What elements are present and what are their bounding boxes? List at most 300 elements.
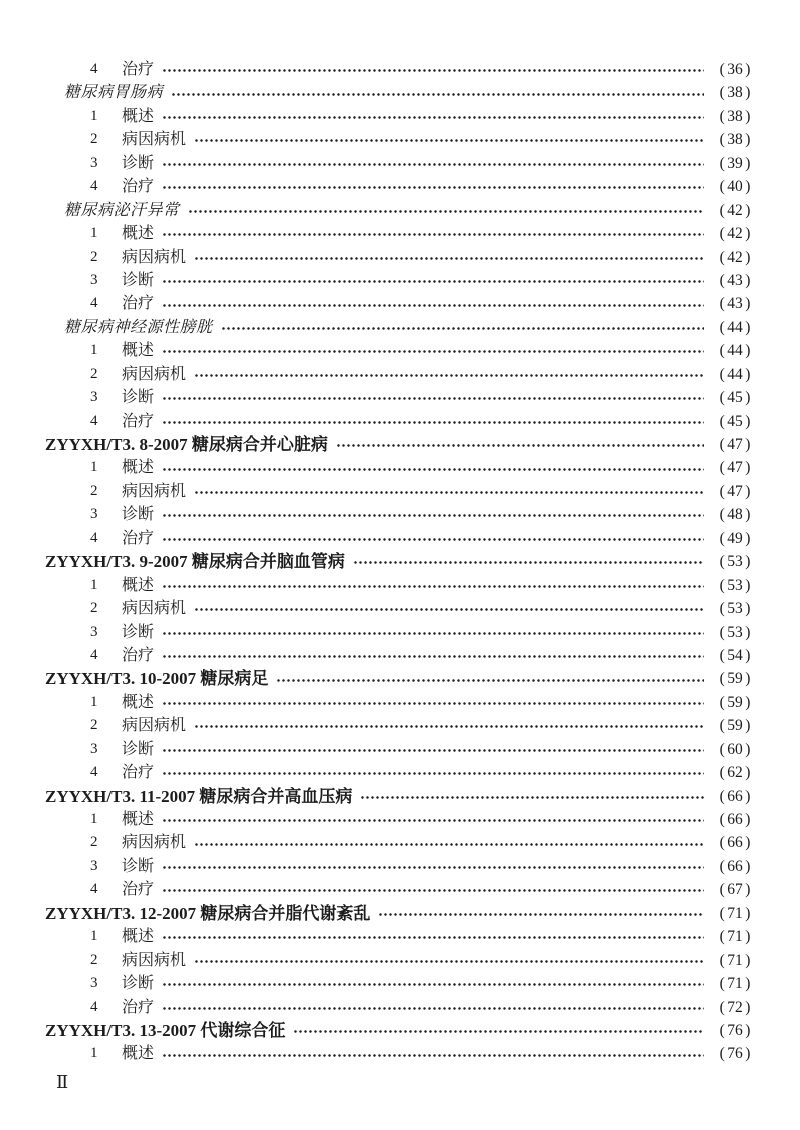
close-paren: ) — [745, 506, 751, 524]
page-number-value: 53 — [727, 576, 743, 594]
open-paren: ( — [719, 61, 725, 78]
toc-row — [45, 902, 756, 925]
toc-item-number: 2 — [90, 365, 98, 382]
toc-entry-label: 糖尿病泌汗异常 — [64, 201, 180, 219]
toc-entry-label: ZYYXH/T3. 10-2007 糖尿病足 — [45, 669, 269, 689]
toc-page-number — [714, 316, 756, 339]
close-paren: ) — [745, 248, 751, 266]
close-paren: ) — [745, 1021, 751, 1039]
toc-page-number — [714, 269, 756, 292]
toc-item-number: 1 — [90, 225, 98, 242]
page-number-value: 39 — [727, 154, 743, 172]
open-paren: ( — [719, 342, 725, 360]
toc-entry-label: 概述 — [122, 1045, 155, 1063]
toc-entry-label: 治疗 — [122, 764, 155, 782]
toc-item-number: 2 — [90, 834, 98, 851]
open-paren: ( — [719, 295, 725, 313]
toc-row — [45, 410, 756, 433]
dot-leader — [162, 761, 704, 784]
toc-item-number: 4 — [90, 61, 98, 77]
toc-item-number: 4 — [90, 646, 98, 663]
dot-leader — [162, 386, 704, 409]
toc-row — [45, 199, 756, 222]
open-paren: ( — [719, 389, 725, 407]
close-paren: ) — [745, 600, 751, 618]
toc-page-number — [714, 550, 756, 573]
close-paren: ) — [745, 459, 751, 477]
toc-entry-label: 治疗 — [122, 998, 155, 1016]
toc-entry-label: 诊断 — [122, 857, 155, 875]
dot-leader — [162, 105, 704, 128]
toc-entry-label: 病因病机 — [122, 834, 187, 852]
toc-page-number — [714, 58, 756, 81]
toc-item-number: 3 — [90, 740, 98, 757]
toc-entry-label: 概述 — [122, 928, 155, 946]
close-paren: ) — [745, 225, 751, 243]
dot-leader — [194, 363, 704, 386]
close-paren: ) — [745, 951, 751, 969]
toc-item-number: 3 — [90, 623, 98, 640]
page-number-value: 66 — [727, 811, 743, 828]
toc-item-number: 4 — [90, 529, 98, 546]
close-paren: ) — [745, 1045, 751, 1063]
page-number-value: 44 — [727, 342, 743, 360]
toc-item-number: 1 — [90, 342, 98, 359]
toc-row — [45, 644, 756, 667]
open-paren: ( — [719, 318, 725, 336]
open-paren: ( — [719, 271, 725, 289]
close-paren: ) — [745, 412, 751, 430]
toc-entry-label: 糖尿病神经源性膀胱 — [64, 318, 213, 336]
dot-leader — [162, 574, 704, 597]
toc-row — [45, 597, 756, 620]
toc-row — [45, 503, 756, 526]
toc-item-number: 1 — [90, 576, 98, 593]
dot-leader — [194, 597, 704, 620]
toc-page-number — [714, 1042, 756, 1065]
toc-row — [45, 386, 756, 409]
toc-row — [45, 925, 756, 948]
toc-entry-label: 治疗 — [122, 295, 155, 313]
dot-leader — [188, 199, 704, 222]
toc-page-number — [714, 925, 756, 948]
toc-entry-label: 治疗 — [122, 412, 155, 430]
toc-row — [45, 949, 756, 972]
close-paren: ) — [745, 318, 751, 336]
dot-leader — [162, 925, 704, 948]
toc-page-number — [714, 644, 756, 667]
open-paren: ( — [719, 412, 725, 430]
open-paren: ( — [719, 107, 725, 125]
close-paren: ) — [745, 998, 751, 1016]
toc-item-number: 2 — [90, 482, 98, 499]
page-number-value: 72 — [727, 998, 743, 1016]
toc-page-number — [714, 480, 756, 503]
page-number-value: 53 — [727, 623, 743, 641]
toc-page-number — [714, 292, 756, 315]
open-paren: ( — [719, 459, 725, 477]
toc-page-number — [714, 1019, 756, 1042]
open-paren: ( — [719, 928, 725, 946]
toc-page-number — [714, 339, 756, 362]
open-paren: ( — [719, 646, 725, 664]
toc-item-number: 4 — [90, 881, 98, 898]
dot-leader — [162, 738, 704, 761]
dot-leader — [353, 550, 704, 573]
page-number-value: 44 — [727, 365, 743, 383]
toc-row — [45, 128, 756, 151]
toc-page-number — [714, 972, 756, 995]
toc-entry-label: 病因病机 — [122, 248, 187, 266]
toc-item-number: 3 — [90, 389, 98, 406]
dot-leader — [162, 152, 704, 175]
open-paren: ( — [719, 740, 725, 758]
toc-row — [45, 292, 756, 315]
open-paren: ( — [719, 365, 725, 383]
dot-leader — [162, 503, 704, 526]
page-number-value: 47 — [727, 436, 743, 453]
toc-list — [45, 58, 756, 1066]
page-number-value: 60 — [727, 740, 743, 758]
close-paren: ) — [745, 482, 751, 500]
close-paren: ) — [745, 787, 751, 805]
toc-entry-label: ZYYXH/T3. 12-2007 糖尿病合并脂代谢紊乱 — [45, 903, 371, 923]
dot-leader — [162, 456, 704, 479]
toc-entry-label: 概述 — [122, 459, 155, 477]
toc-item-number: 1 — [90, 1045, 98, 1062]
open-paren: ( — [719, 904, 725, 922]
toc-item-number: 2 — [90, 248, 98, 265]
toc-item-number: 4 — [90, 998, 98, 1015]
toc-page-number — [714, 878, 756, 901]
dot-leader — [162, 222, 704, 245]
close-paren: ) — [745, 271, 751, 289]
toc-entry-label: 诊断 — [122, 154, 155, 172]
open-paren: ( — [719, 764, 725, 782]
dot-leader — [194, 714, 704, 737]
toc-item-number: 2 — [90, 131, 98, 148]
toc-entry-label: 病因病机 — [122, 600, 187, 618]
page-number-value: 71 — [727, 904, 743, 922]
toc-row — [45, 878, 756, 901]
page-number-value: 44 — [727, 318, 743, 336]
toc-entry-label: 诊断 — [122, 506, 155, 524]
toc-item-number: 2 — [90, 600, 98, 617]
toc-page-number — [714, 831, 756, 854]
toc-entry-label: 治疗 — [122, 529, 155, 547]
toc-item-number: 3 — [90, 154, 98, 171]
page-number-value: 59 — [727, 670, 743, 688]
open-paren: ( — [719, 623, 725, 641]
close-paren: ) — [745, 84, 751, 102]
page-number-value: 67 — [727, 881, 743, 899]
toc-page-number — [714, 246, 756, 269]
toc-page-number — [714, 128, 756, 151]
toc-item-number: 1 — [90, 459, 98, 476]
open-paren: ( — [719, 975, 725, 993]
toc-entry-label: ZYYXH/T3. 9-2007 糖尿病合并脑血管病 — [45, 552, 345, 572]
page-number-value: 59 — [727, 693, 743, 711]
toc-page-number — [714, 175, 756, 198]
page-number-value: 62 — [727, 764, 743, 782]
page-number-value: 38 — [727, 131, 743, 149]
page-number-value: 42 — [727, 248, 743, 266]
close-paren: ) — [745, 764, 751, 782]
open-paren: ( — [719, 998, 725, 1016]
page-number-value: 53 — [727, 553, 743, 571]
close-paren: ) — [745, 553, 751, 571]
toc-item-number: 3 — [90, 857, 98, 874]
toc-row — [45, 621, 756, 644]
page-number-value: 48 — [727, 506, 743, 524]
dot-leader — [162, 691, 704, 714]
open-paren: ( — [719, 787, 725, 805]
close-paren: ) — [745, 201, 751, 219]
toc-entry-label: 诊断 — [122, 271, 155, 289]
toc-page-number — [714, 691, 756, 714]
close-paren: ) — [745, 975, 751, 993]
page-number-value: 43 — [727, 271, 743, 289]
close-paren: ) — [745, 365, 751, 383]
toc-row — [45, 808, 756, 831]
toc-item-number: 1 — [90, 928, 98, 945]
open-paren: ( — [719, 811, 725, 828]
toc-entry-label: 概述 — [122, 811, 155, 828]
close-paren: ) — [745, 623, 751, 641]
open-paren: ( — [719, 1045, 725, 1063]
toc-item-number: 4 — [90, 764, 98, 781]
toc-page-number — [714, 621, 756, 644]
open-paren: ( — [719, 131, 725, 149]
toc-item-number: 3 — [90, 506, 98, 523]
toc-page-number — [714, 902, 756, 925]
toc-entry-label: ZYYXH/T3. 13-2007 代谢综合征 — [45, 1020, 286, 1040]
toc-page-number — [714, 714, 756, 737]
open-paren: ( — [719, 881, 725, 899]
page-number-value: 43 — [727, 295, 743, 313]
toc-page-number — [714, 527, 756, 550]
dot-leader — [171, 81, 704, 104]
open-paren: ( — [719, 225, 725, 243]
toc-item-number: 4 — [90, 295, 98, 312]
page-number-value: 49 — [727, 529, 743, 547]
dot-leader — [162, 621, 704, 644]
toc-row — [45, 81, 756, 104]
close-paren: ) — [745, 529, 751, 547]
toc-page-number — [714, 667, 756, 690]
dot-leader — [162, 808, 704, 831]
toc-entry-label: ZYYXH/T3. 11-2007 糖尿病合并高血压病 — [45, 786, 353, 806]
open-paren: ( — [719, 693, 725, 711]
toc-entry-label: 概述 — [122, 107, 155, 125]
toc-entry-label: 诊断 — [122, 389, 155, 407]
toc-item-number: 1 — [90, 693, 98, 710]
page-number-value: 71 — [727, 975, 743, 993]
toc-row — [45, 1019, 756, 1042]
close-paren: ) — [745, 389, 751, 407]
close-paren: ) — [745, 693, 751, 711]
page-number-value: 66 — [727, 787, 743, 805]
dot-leader — [194, 831, 704, 854]
dot-leader — [221, 316, 704, 339]
toc-row — [45, 105, 756, 128]
toc-row — [45, 339, 756, 362]
toc-row — [45, 785, 756, 808]
toc-row — [45, 831, 756, 854]
toc-row — [45, 855, 756, 878]
close-paren: ) — [745, 107, 751, 125]
dot-leader — [194, 128, 704, 151]
close-paren: ) — [745, 717, 751, 735]
open-paren: ( — [719, 1021, 725, 1039]
toc-entry-label: 治疗 — [122, 881, 155, 899]
toc-item-number: 1 — [90, 811, 98, 827]
toc-entry-label: 概述 — [122, 225, 155, 243]
page-number-value: 45 — [727, 412, 743, 430]
page-number-value: 42 — [727, 201, 743, 219]
open-paren: ( — [719, 717, 725, 735]
toc-page-number — [714, 433, 756, 456]
toc-entry-label: 糖尿病胃肠病 — [64, 84, 164, 102]
close-paren: ) — [745, 928, 751, 946]
close-paren: ) — [745, 154, 751, 172]
toc-row — [45, 316, 756, 339]
toc-row — [45, 222, 756, 245]
page-number-value: 36 — [727, 61, 743, 78]
toc-entry-label: 诊断 — [122, 623, 155, 641]
toc-item-number: 3 — [90, 975, 98, 992]
toc-entry-label: 概述 — [122, 693, 155, 711]
dot-leader — [194, 246, 704, 269]
open-paren: ( — [719, 834, 725, 852]
page-number-value: 54 — [727, 646, 743, 664]
page-number-value: 45 — [727, 389, 743, 407]
page-number-footer: Ⅱ — [56, 1072, 69, 1092]
dot-leader — [162, 527, 704, 550]
open-paren: ( — [719, 576, 725, 594]
toc-page-number — [714, 574, 756, 597]
toc-row — [45, 714, 756, 737]
toc-page-number — [714, 855, 756, 878]
toc-page-number — [714, 363, 756, 386]
page-number-value: 66 — [727, 834, 743, 852]
toc-row — [45, 433, 756, 456]
dot-leader — [162, 996, 704, 1019]
toc-page-number — [714, 949, 756, 972]
open-paren: ( — [719, 201, 725, 219]
toc-entry-label: 病因病机 — [122, 365, 187, 383]
toc-page-number — [714, 81, 756, 104]
toc-row — [45, 738, 756, 761]
toc-entry-label: 治疗 — [122, 178, 155, 196]
toc-entry-label: 诊断 — [122, 975, 155, 993]
dot-leader — [162, 58, 704, 81]
toc-row — [45, 246, 756, 269]
page-number-value: 71 — [727, 928, 743, 946]
toc-entry-label: 概述 — [122, 342, 155, 360]
dot-leader — [162, 175, 704, 198]
toc-page-number — [714, 105, 756, 128]
toc-item-number: 2 — [90, 717, 98, 734]
open-paren: ( — [719, 553, 725, 571]
dot-leader — [336, 433, 704, 456]
page-number-value: 59 — [727, 717, 743, 735]
toc-page-number — [714, 785, 756, 808]
dot-leader — [276, 667, 704, 690]
close-paren: ) — [745, 811, 751, 828]
page-number-value: 71 — [727, 951, 743, 969]
toc-row — [45, 527, 756, 550]
open-paren: ( — [719, 436, 725, 453]
dot-leader — [194, 949, 704, 972]
toc-page-number — [714, 456, 756, 479]
toc-entry-label: ZYYXH/T3. 8-2007 糖尿病合并心脏病 — [45, 435, 328, 454]
toc-entry-label: 病因病机 — [122, 482, 187, 500]
toc-entry-label: 病因病机 — [122, 131, 187, 149]
toc-page-number — [714, 761, 756, 784]
open-paren: ( — [719, 248, 725, 266]
toc-row — [45, 1042, 756, 1065]
close-paren: ) — [745, 881, 751, 899]
dot-leader — [162, 269, 704, 292]
toc-row — [45, 480, 756, 503]
toc-row — [45, 269, 756, 292]
dot-leader — [162, 855, 704, 878]
close-paren: ) — [745, 576, 751, 594]
dot-leader — [162, 292, 704, 315]
toc-row — [45, 58, 756, 81]
dot-leader — [162, 972, 704, 995]
dot-leader — [162, 878, 704, 901]
open-paren: ( — [719, 482, 725, 500]
toc-entry-label: 病因病机 — [122, 951, 187, 969]
open-paren: ( — [719, 951, 725, 969]
toc-row — [45, 691, 756, 714]
close-paren: ) — [745, 436, 751, 453]
toc-row — [45, 972, 756, 995]
page-number-value: 38 — [727, 84, 743, 102]
page-number-value: 76 — [727, 1021, 743, 1039]
page-number-value: 40 — [727, 178, 743, 196]
open-paren: ( — [719, 670, 725, 688]
toc-page-number — [714, 597, 756, 620]
close-paren: ) — [745, 131, 751, 149]
toc-row — [45, 761, 756, 784]
dot-leader — [293, 1019, 704, 1042]
close-paren: ) — [745, 178, 751, 196]
toc-row — [45, 175, 756, 198]
toc-item-number: 3 — [90, 271, 98, 288]
open-paren: ( — [719, 857, 725, 875]
toc-row — [45, 574, 756, 597]
toc-row — [45, 550, 756, 573]
toc-page-number — [714, 199, 756, 222]
toc-page-number — [714, 222, 756, 245]
page-number-value: 76 — [727, 1045, 743, 1063]
toc-entry-label: 治疗 — [122, 646, 155, 664]
close-paren: ) — [745, 295, 751, 313]
toc-row — [45, 152, 756, 175]
dot-leader — [194, 480, 704, 503]
page-number-value: 66 — [727, 857, 743, 875]
toc-row — [45, 996, 756, 1019]
toc-page-number — [714, 996, 756, 1019]
open-paren: ( — [719, 178, 725, 196]
close-paren: ) — [745, 670, 751, 688]
dot-leader — [378, 902, 704, 925]
open-paren: ( — [719, 84, 725, 102]
toc-entry-label: 概述 — [122, 576, 155, 594]
